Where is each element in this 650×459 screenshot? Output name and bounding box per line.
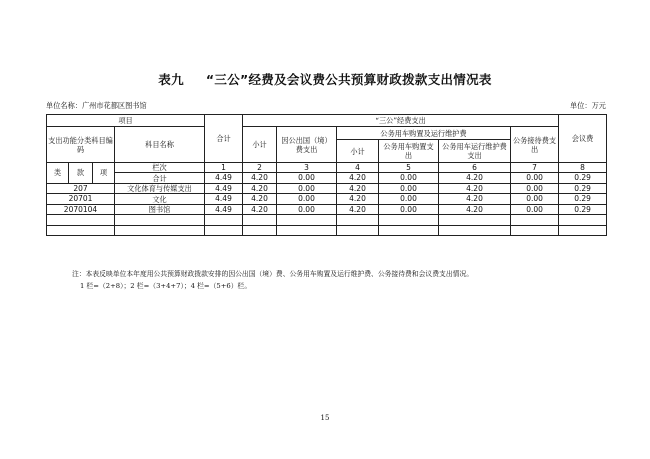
- cell-subtotal: 4.20: [243, 183, 277, 194]
- cell-meeting: 0.29: [559, 204, 607, 215]
- header-vehicle-operation: 公务用车运行维护费支出: [439, 140, 511, 163]
- cell-reception: 0.00: [511, 183, 559, 194]
- cell-vehicle-subtotal: 4.20: [337, 173, 379, 184]
- header-row-2: [47, 127, 607, 140]
- cell-meeting: 0.29: [559, 183, 607, 194]
- cell-vehicle-subtotal: 4.20: [337, 194, 379, 205]
- cell-vehicle-operation: 4.20: [439, 194, 511, 205]
- header-meeting: 会议费: [559, 115, 607, 163]
- table-row: [47, 194, 607, 205]
- cell-subtotal: 4.20: [243, 173, 277, 184]
- note-line-1: 注：本表反映单位本年度用公共预算财政拨款安排的因公出国（境）费、公务用车购置及运行维护费、公务接待费和会议费支出情况。: [72, 270, 474, 278]
- table-row-blank: [47, 215, 607, 226]
- header-vehicle-subtotal: 小计: [337, 140, 379, 163]
- row-code: 20701: [47, 194, 115, 205]
- row-name: 图书馆: [115, 204, 205, 215]
- row-name: 合计: [115, 173, 205, 184]
- header-xiang: 项: [93, 163, 115, 184]
- table-number: 表九: [158, 72, 184, 87]
- cell-abroad: 0.00: [277, 183, 337, 194]
- expenditure-table: [46, 114, 607, 236]
- index-3: 3: [277, 163, 337, 173]
- cell-vehicle-purchase: 0.00: [379, 173, 439, 184]
- index-6: 6: [439, 163, 511, 173]
- note-line-2: 1 栏=（2+8）；2 栏=（3+4+7）；4 栏=（5+6）栏。: [80, 282, 252, 290]
- row-code: 207: [47, 183, 115, 194]
- table-row: [47, 183, 607, 194]
- cell-meeting: 0.29: [559, 194, 607, 205]
- cell-vehicle-purchase: 0.00: [379, 204, 439, 215]
- cell-vehicle-operation: 4.20: [439, 173, 511, 184]
- index-7: 7: [511, 163, 559, 173]
- index-1: 1: [205, 163, 243, 173]
- cell-total: 4.49: [205, 194, 243, 205]
- header-func-code: 支出功能分类科目编码: [47, 127, 115, 163]
- cell-vehicle-subtotal: 4.20: [337, 204, 379, 215]
- cell-vehicle-operation: 4.20: [439, 204, 511, 215]
- row-name: 文化体育与传媒支出: [115, 183, 205, 194]
- index-5: 5: [379, 163, 439, 173]
- index-row: [47, 163, 607, 173]
- table-title: [0, 70, 650, 88]
- table-row-blank: [47, 225, 607, 236]
- cell-abroad: 0.00: [277, 173, 337, 184]
- cell-abroad: 0.00: [277, 204, 337, 215]
- unit-name: 单位名称：广州市花都区图书馆: [46, 101, 147, 110]
- cell-vehicle-subtotal: 4.20: [337, 183, 379, 194]
- cell-total: 4.49: [205, 183, 243, 194]
- cell-abroad: 0.00: [277, 194, 337, 205]
- header-subtotal: 小计: [243, 127, 277, 163]
- header-subject-name: 科目名称: [115, 127, 205, 163]
- header-lei: 类: [47, 163, 69, 184]
- cell-reception: 0.00: [511, 173, 559, 184]
- cell-vehicle-operation: 4.20: [439, 183, 511, 194]
- cell-total: 4.49: [205, 204, 243, 215]
- header-abroad: 因公出国（境）费支出: [277, 127, 337, 163]
- table-title-text: “三公”经费及会议费公共预算财政拨款支出情况表: [205, 72, 492, 87]
- cell-subtotal: 4.20: [243, 204, 277, 215]
- cell-reception: 0.00: [511, 194, 559, 205]
- cell-vehicle-purchase: 0.00: [379, 194, 439, 205]
- header-reception: 公务接待费支出: [511, 127, 559, 163]
- page-number: 15: [320, 414, 330, 422]
- header-total: 合计: [205, 115, 243, 163]
- table-note: [72, 268, 473, 292]
- header-row-1: [47, 115, 607, 127]
- cell-vehicle-purchase: 0.00: [379, 183, 439, 194]
- header-column-index: 栏次: [115, 163, 205, 173]
- header-sangong: “三公”经费支出: [243, 115, 559, 127]
- index-4: 4: [337, 163, 379, 173]
- cell-reception: 0.00: [511, 204, 559, 215]
- cell-subtotal: 4.20: [243, 194, 277, 205]
- cell-meeting: 0.29: [559, 173, 607, 184]
- table-row-total: [47, 173, 607, 184]
- index-2: 2: [243, 163, 277, 173]
- header-project: 项目: [47, 115, 205, 127]
- header-kuan: 款: [69, 163, 93, 184]
- row-code: 2070104: [47, 204, 115, 215]
- unit-row: [46, 101, 606, 111]
- table-row: [47, 204, 607, 215]
- row-name: 文化: [115, 194, 205, 205]
- currency-unit: 单位：万元: [570, 101, 606, 110]
- cell-total: 4.49: [205, 173, 243, 184]
- index-8: 8: [559, 163, 607, 173]
- header-vehicle: 公务用车购置及运行维护费: [337, 127, 511, 140]
- header-vehicle-purchase: 公务用车购置支出: [379, 140, 439, 163]
